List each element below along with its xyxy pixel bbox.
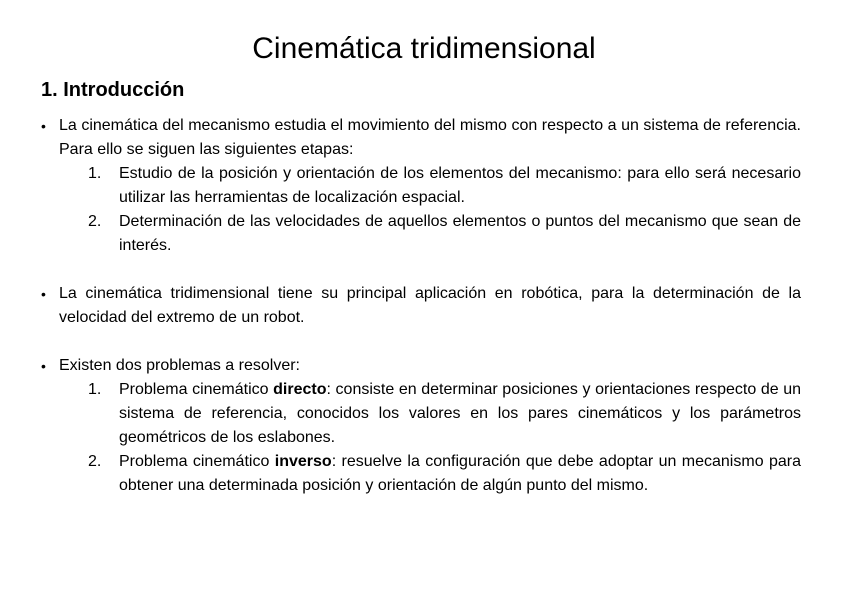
list-number: 1. bbox=[88, 381, 102, 398]
bold-term: inverso bbox=[274, 453, 332, 470]
bullet-item bbox=[41, 354, 801, 498]
list-item bbox=[59, 378, 801, 450]
numbered-list bbox=[59, 162, 801, 258]
slide-content bbox=[41, 114, 801, 498]
bullet-dot: • bbox=[41, 118, 46, 134]
bullet-item bbox=[41, 282, 801, 330]
bullet-text: La cinemática del mecanismo estudia el movimiento del mismo con respecto a un sistema de referencia. Para ello se siguen las siguientes etapas: bbox=[59, 117, 801, 158]
bullet-item bbox=[41, 114, 801, 258]
list-number: 2. bbox=[88, 453, 102, 470]
list-number: 1. bbox=[88, 165, 102, 182]
bullet-dot: • bbox=[41, 358, 46, 374]
section-heading: 1. Introducción bbox=[41, 79, 185, 101]
bullet-dot: • bbox=[41, 286, 46, 302]
list-number: 2. bbox=[88, 213, 102, 230]
list-item-text: Determinación de las velocidades de aquellos elementos o puntos del mecanismo que sean de interés. bbox=[119, 213, 801, 254]
numbered-list bbox=[59, 378, 801, 498]
list-item bbox=[59, 162, 801, 210]
list-item bbox=[59, 210, 801, 258]
list-item bbox=[59, 450, 801, 498]
bold-term: directo bbox=[273, 381, 327, 398]
list-item-text: Problema cinemático bbox=[119, 381, 274, 398]
bullet-text: La cinemática tridimensional tiene su principal aplicación en robótica, para la determinación de la velocidad del extremo de un robot. bbox=[59, 285, 801, 326]
bullet-text: Existen dos problemas a resolver: bbox=[59, 357, 300, 374]
list-item-text: Problema cinemático bbox=[119, 453, 275, 470]
list-item-text: : resuelve la configuración que debe adoptar un mecanismo para obtener una determinada posición y orientación de algún punto del mismo. bbox=[119, 453, 802, 494]
list-item-text: Estudio de la posición y orientación de los elementos del mecanismo: para ello será necesario utilizar las herramientas de localización espacial. bbox=[119, 165, 801, 206]
list-item-text: : consiste en determinar posiciones y orientaciones respecto de un sistema de referencia, conocidos los valores en los pares cinemáticos y los parámetros geométricos de los eslabones. bbox=[119, 381, 802, 446]
slide-title: Cinemática tridimensional bbox=[252, 32, 596, 65]
